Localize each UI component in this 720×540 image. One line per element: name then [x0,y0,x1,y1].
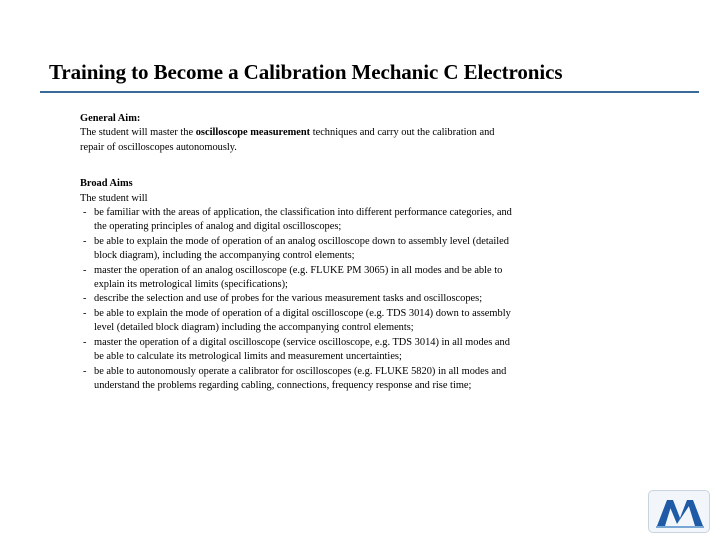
list-item: - be able to explain the mode of operation of an analog oscilloscope down to assembly level (detailed block diagram), including the accompanying control elements; [83,235,509,262]
broad-aims-heading: Broad Aims [80,178,133,190]
general-aim-emphasis: oscilloscope measurement [195,127,311,139]
list-item: - be able to explain the mode of operation of a digital oscilloscope (e.g. TDS 3014) down to assembly level (detailed block diagram) including the accompanying control elements; [83,307,511,334]
organization-logo-icon [653,494,707,530]
organization-logo [648,490,710,533]
broad-aims-intro: The student will [80,192,148,204]
broad-aims-list [80,206,520,393]
list-item: - master the operation of a digital oscilloscope (service oscilloscope, e.g. TDS 3014) in all modes and be able to calculate its metrological limits and measurement uncertainties; [83,336,510,363]
logo-stroke-4 [687,500,703,526]
general-aim-heading: General Aim: [80,113,141,124]
slide-title: Training to Become a Calibration Mechanic C Electronics [49,60,563,84]
general-aim-section [80,112,520,155]
list-item: - master the operation of an analog oscilloscope (e.g. FLUKE PM 3065) in all modes and be able to explain its metrological limits (specifications); [83,264,503,291]
broad-aims-section [80,177,520,393]
title-divider [40,91,699,93]
list-item: - be familiar with the areas of application, the classification into different performance categories, and the operating principles of analog and digital oscilloscopes; [83,207,512,233]
logo-base-line [656,526,704,528]
slide-body [80,112,520,393]
list-item: - describe the selection and use of probes for the various measurement tasks and oscilloscopes; [83,293,483,305]
general-aim-text: The student will master the oscilloscope measurement techniques and carry out the calibration and repair of oscilloscopes autonomously. [80,127,495,153]
list-item: - be able to autonomously operate a calibrator for oscilloscopes (e.g. FLUKE 5820) in all modes and understand the problems regarding cabling, connections, frequency response and rise time; [83,365,507,391]
